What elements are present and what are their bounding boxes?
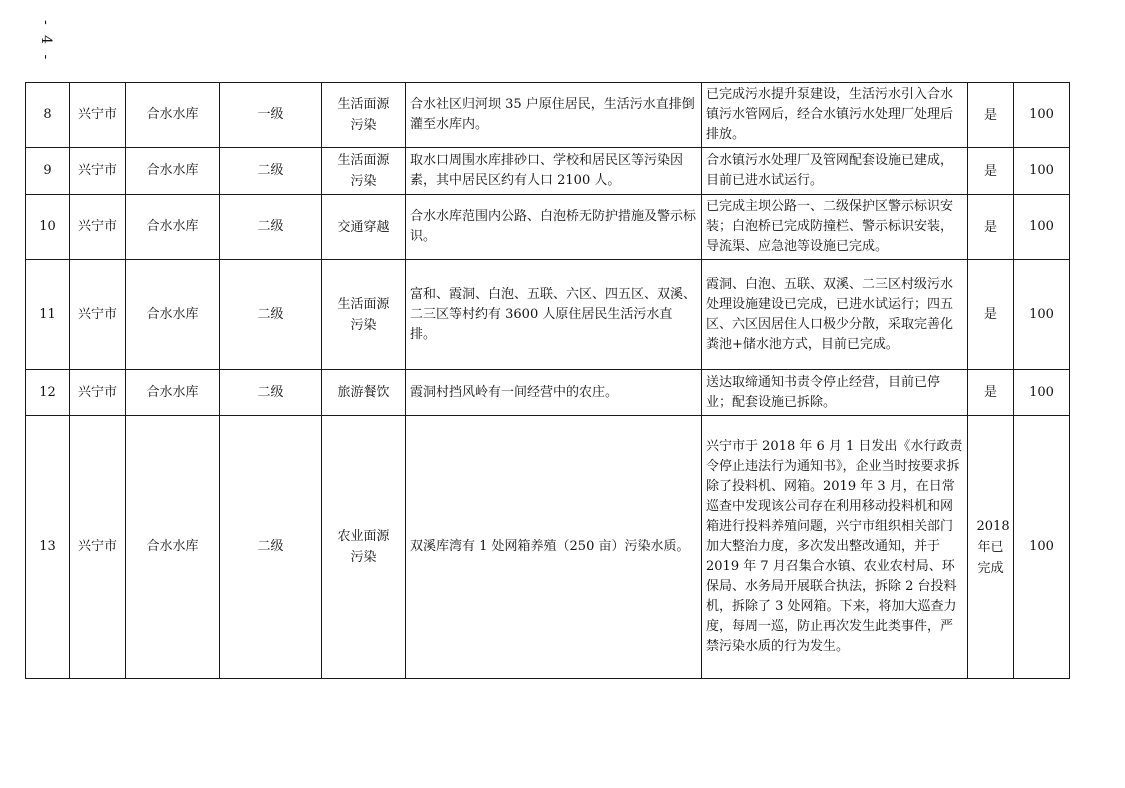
rectification-cell: [702, 83, 968, 148]
problem-cell-text: 合水水库范围内公路、白泡桥无防护措施及警示标识。: [410, 209, 697, 244]
rectification-cell: [702, 195, 968, 260]
row-number-cell: [26, 148, 70, 195]
city-cell: [70, 260, 126, 370]
reservoir-cell: [126, 195, 220, 260]
row-number-cell: [26, 260, 70, 370]
problem-cell: [406, 148, 702, 195]
city-cell-text: 兴宁市: [77, 539, 117, 554]
row-number-cell: [26, 370, 70, 416]
problem-cell-text: 富和、霞洞、白泡、五联、六区、四五区、双溪、二三区等村约有 3600 人原住居民生活污水直排。: [410, 286, 697, 342]
score-cell-text: 100: [1029, 219, 1054, 234]
reservoir-cell-text: 合水水库: [146, 306, 199, 322]
pollution-type-cell-text: 生活面源污染: [337, 153, 390, 189]
reservoir-cell-text: 合水水库: [146, 163, 199, 178]
rectification-cell: [702, 148, 968, 195]
pollution-type-cell: [322, 83, 406, 148]
problem-cell: [406, 195, 702, 260]
row-number-cell-text: 13: [39, 539, 56, 554]
reservoir-cell: [126, 260, 220, 370]
city-cell: [70, 148, 126, 195]
problem-cell-text: 取水口周围水库排砂口、学校和居民区等污染因素，其中居民区约有人口 2100 人。: [410, 153, 684, 188]
rectification-table: [25, 82, 1070, 679]
problem-cell-text: 合水社区归河坝 35 户原住居民，生活污水直排倒灌至水库内。: [410, 97, 695, 132]
rectification-cell-text: 送达取缔通知书责令停止经营，目前已停业；配套设施已拆除。: [706, 374, 941, 410]
completed-cell: [968, 260, 1014, 370]
table-row: [26, 260, 1070, 370]
score-cell: [1014, 260, 1070, 370]
reservoir-cell-text: 合水水库: [146, 219, 199, 234]
row-number-cell-text: 12: [39, 384, 56, 400]
completed-cell: [968, 195, 1014, 260]
score-cell-text: 100: [1029, 163, 1054, 178]
score-cell-text: 100: [1029, 107, 1054, 122]
pollution-type-cell: [322, 416, 406, 679]
problem-cell-text: 双溪库湾有 1 处网箱养殖（250 亩）污染水质。: [410, 539, 690, 554]
rectification-cell: [702, 370, 968, 416]
table-row: [26, 148, 1070, 195]
completed-cell: [968, 83, 1014, 148]
table-body: [26, 83, 1070, 679]
table-row: [26, 195, 1070, 260]
rectification-cell-text: 霞洞、白泡、五联、双溪、二三区村级污水处理设施建设已完成，已进水试运行；四五区、六区因居住人口极少分散，采取完善化粪池+储水池方式，目前已完成。: [706, 276, 954, 352]
row-number-cell: [26, 195, 70, 260]
row-number-cell: [26, 416, 70, 679]
score-cell: [1014, 148, 1070, 195]
city-cell: [70, 370, 126, 416]
pollution-type-cell: [322, 370, 406, 416]
score-cell: [1014, 416, 1070, 679]
score-cell: [1014, 195, 1070, 260]
reservoir-cell: [126, 83, 220, 148]
reservoir-cell-text: 合水水库: [146, 107, 199, 122]
reservoir-cell: [126, 370, 220, 416]
completed-cell: [968, 370, 1014, 416]
problem-cell: [406, 416, 702, 679]
protection-level-cell-text: 二级: [257, 306, 284, 322]
protection-level-cell: [220, 370, 322, 416]
rectification-cell: [702, 260, 968, 370]
rectification-cell: [702, 416, 968, 679]
pollution-type-cell-text: 交通穿越: [337, 219, 390, 235]
rectification-cell-text: 兴宁市于 2018 年 6 月 1 日发出《水行政责令停止违法行为通知书》，企业当时按要求拆除了投料机、网箱。2019 年 3 月，在日常巡查中发现该公司存在利用移动投料机和网箱进行投料养殖问题，兴宁市组织相关部门加大整治力度，多次发出整改通知，并于 2019 年 7 月召集合水镇、农业农村局、环保局、水务局开展联合执法，拆除 2 台投料机，拆除了 3 处网箱。下来，将加大巡查力度，每周一巡，防止再次发生此类事件，严禁污染水质的行为发生。: [706, 439, 963, 654]
score-cell-text: 100: [1029, 306, 1054, 322]
pollution-type-cell-text: 农业面源污染: [337, 529, 390, 565]
completed-cell: [968, 148, 1014, 195]
reservoir-cell-text: 合水水库: [146, 539, 199, 554]
score-cell-text: 100: [1029, 384, 1054, 400]
table-row: [26, 416, 1070, 679]
reservoir-cell: [126, 416, 220, 679]
protection-level-cell: [220, 148, 322, 195]
city-cell-text: 兴宁市: [77, 163, 117, 178]
problem-cell: [406, 370, 702, 416]
city-cell-text: 兴宁市: [77, 107, 117, 122]
table-row: [26, 370, 1070, 416]
protection-level-cell-text: 一级: [257, 107, 284, 122]
city-cell-text: 兴宁市: [77, 219, 117, 234]
protection-level-cell-text: 二级: [257, 384, 284, 400]
page-number: - 4 -: [38, 20, 54, 63]
pollution-type-cell-text: 旅游餐饮: [337, 385, 390, 400]
pollution-type-cell-text: 生活面源污染: [337, 296, 390, 333]
protection-level-cell-text: 二级: [257, 219, 284, 234]
reservoir-cell: [126, 148, 220, 195]
protection-level-cell-text: 二级: [257, 539, 284, 554]
city-cell: [70, 195, 126, 260]
problem-cell-text: 霞洞村挡风岭有一间经营中的农庄。: [410, 384, 619, 400]
completed-cell-text: 是: [983, 385, 997, 400]
completed-cell-text: 是: [983, 219, 997, 235]
score-cell-text: 100: [1029, 539, 1054, 554]
city-cell: [70, 416, 126, 679]
problem-cell: [406, 83, 702, 148]
pollution-type-cell: [322, 148, 406, 195]
rectification-cell-text: 已完成主坝公路一、二级保护区警示标识安装；白泡桥已完成防撞栏、警示标识安装，导流渠、应急池等设施已完成。: [706, 199, 954, 254]
protection-level-cell: [220, 83, 322, 148]
pollution-type-cell-text: 生活面源污染: [337, 97, 390, 133]
reservoir-cell-text: 合水水库: [146, 384, 199, 400]
completed-cell: [968, 416, 1014, 679]
city-cell-text: 兴宁市: [77, 306, 117, 322]
protection-level-cell-text: 二级: [257, 163, 284, 178]
score-cell: [1014, 370, 1070, 416]
completed-cell-text: 是: [983, 107, 997, 123]
rectification-cell-text: 合水镇污水处理厂及管网配套设施已建成，目前已进水试运行。: [706, 153, 954, 188]
protection-level-cell: [220, 195, 322, 260]
row-number-cell-text: 11: [39, 306, 56, 322]
pollution-type-cell: [322, 260, 406, 370]
pollution-type-cell: [322, 195, 406, 260]
row-number-cell: [26, 83, 70, 148]
protection-level-cell: [220, 260, 322, 370]
completed-cell-text: 是: [983, 307, 997, 322]
city-cell: [70, 83, 126, 148]
table-row: [26, 83, 1070, 148]
completed-cell-text: 2018年已完成: [976, 518, 1010, 576]
problem-cell: [406, 260, 702, 370]
city-cell-text: 兴宁市: [77, 384, 117, 400]
row-number-cell-text: 10: [39, 219, 56, 234]
protection-level-cell: [220, 416, 322, 679]
completed-cell-text: 是: [983, 163, 997, 179]
score-cell: [1014, 83, 1070, 148]
rectification-cell-text: 已完成污水提升泵建设，生活污水引入合水镇污水管网后，经合水镇污水处理厂处理后排放。: [706, 87, 954, 142]
row-number-cell-text: 8: [43, 107, 52, 122]
row-number-cell-text: 9: [43, 163, 52, 178]
